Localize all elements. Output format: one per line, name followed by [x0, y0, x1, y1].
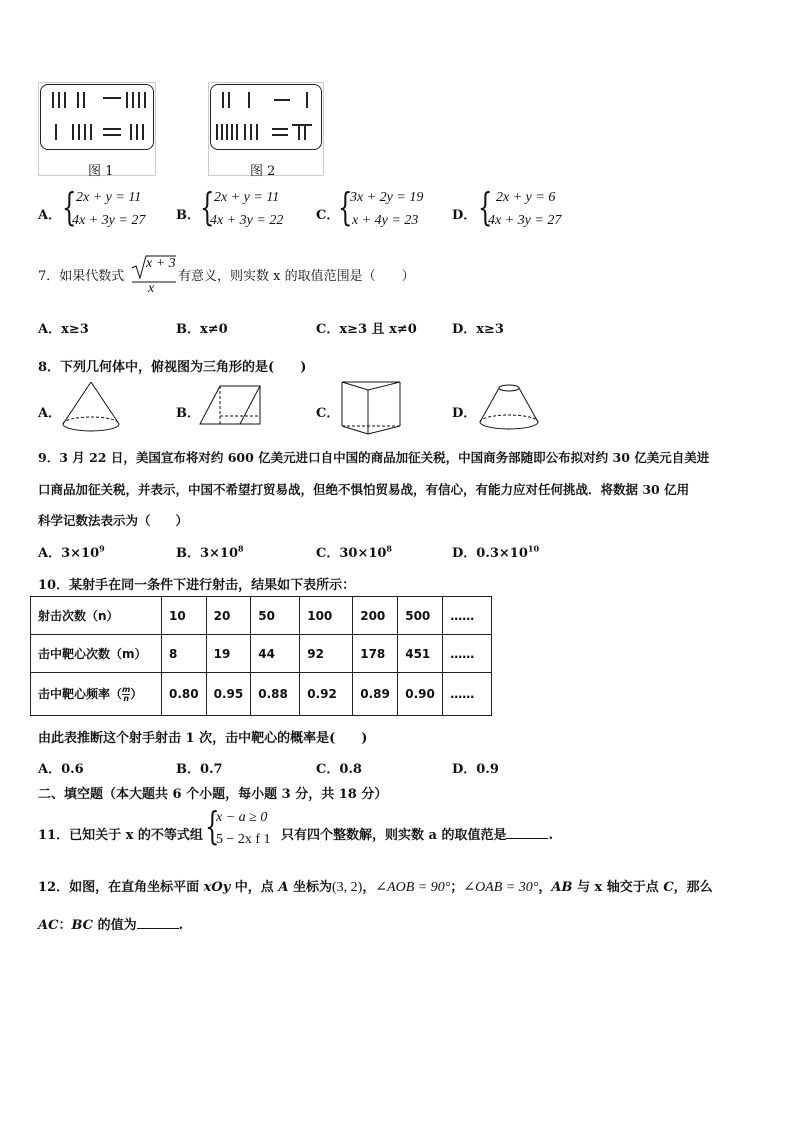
m-over-n-fraction: $\frac{m}{n}$	[122, 685, 131, 703]
q10-stem: 10．某射手在同一条件下进行射击，结果如下表所示：	[38, 578, 356, 593]
q7-option-d: D．x≥3	[452, 322, 504, 337]
table-cell: 0.92	[300, 673, 353, 716]
table-cell: 0.90	[398, 673, 443, 716]
answer-blank	[506, 826, 548, 839]
q7-suffix: 有意义，则实数 x 的取值范围是（ ）	[178, 269, 415, 284]
q8-option-a-label: A．	[38, 406, 62, 421]
table-cell: 178	[353, 635, 398, 673]
q6-option-d-label: D．	[452, 208, 477, 223]
table-cell: 19	[206, 635, 251, 673]
table-cell: ……	[443, 597, 492, 635]
q6-option-c-eq2: x + 4y = 23	[352, 213, 419, 228]
q7-option-a: A．x≥3	[38, 322, 89, 337]
brace-icon: {	[338, 185, 353, 229]
table-row	[31, 635, 492, 673]
q6-option-a-eq2: 4x + 3y = 27	[72, 213, 146, 228]
upright-prism-icon	[338, 376, 404, 438]
frustum-icon	[476, 380, 542, 436]
row-header-hits: 击中靶心次数（m）	[31, 635, 162, 673]
q9-option-c: C．$30\times 10^8$	[316, 543, 392, 561]
q7-option-c: C．x≥3 且 x≠0	[316, 322, 417, 337]
brace-icon: {	[205, 804, 220, 848]
q10-option-d: D．0.9	[452, 762, 499, 777]
table-cell: 50	[251, 597, 300, 635]
q11-ineq-2: 5 − 2x f 1	[216, 832, 271, 847]
brace-icon: {	[200, 185, 215, 229]
q9-line-1: 9．3 月 22 日，美国宣布将对约 600 亿美元进口自中国的商品加征关税，中国商务部随即公布拟对约 30 亿美元自美进	[38, 450, 710, 465]
figure-1-caption: 图 1	[88, 164, 114, 179]
brace-icon: {	[478, 185, 493, 229]
row-header-shots: 射击次数（n）	[31, 597, 162, 635]
table-cell: 200	[353, 597, 398, 635]
q6-option-d-eq1: 2x + y = 6	[496, 190, 556, 205]
table-cell: 8	[162, 635, 207, 673]
q10-follow: 由此表推断这个射手射击 1 次，击中靶心的概率是( )	[38, 731, 368, 746]
q12-line-2: AC：BC 的值为 .	[38, 918, 184, 933]
q11-prefix: 11．已知关于 x 的不等式组	[38, 828, 203, 843]
table-cell: 451	[398, 635, 443, 673]
q11-ineq-1: x − a ≥ 0	[216, 810, 268, 825]
table-cell: 100	[300, 597, 353, 635]
q9-option-a: A．$3\times 10^9$	[38, 543, 105, 561]
q7-denominator: x	[148, 281, 155, 296]
q9-option-b: B．$3\times 10^8$	[176, 543, 244, 561]
q6-option-c-eq1: 3x + 2y = 19	[350, 190, 424, 205]
q6-option-b-eq1: 2x + y = 11	[214, 190, 280, 205]
table-cell: 0.80	[162, 673, 207, 716]
table-cell: 92	[300, 635, 353, 673]
q8-stem: 8．下列几何体中，俯视图为三角形的是( )	[38, 360, 307, 375]
q9-option-d: D．$0.3\times 10^{10}$	[452, 543, 540, 561]
q10-option-c: C．0.8	[316, 762, 362, 777]
q6-option-a-eq1: 2x + y = 11	[76, 190, 142, 205]
row-header-frequency: 击中靶心频率（$\frac{m}{n}$ ）	[31, 673, 162, 716]
table-cell: 0.89	[353, 673, 398, 716]
q6-option-a-label: A．	[38, 208, 62, 223]
section-2-heading: 二、填空题（本大题共 6 个小题，每小题 3 分，共 18 分）	[38, 787, 388, 802]
table-cell: 0.88	[251, 673, 300, 716]
table-cell: 500	[398, 597, 443, 635]
table-cell: 44	[251, 635, 300, 673]
q6-option-b-eq2: 4x + 3y = 22	[210, 213, 284, 228]
q7-option-b: B．x≠0	[176, 322, 228, 337]
q9-line-3: 科学记数法表示为（ ）	[38, 513, 189, 528]
q12-line-1: 12．如图，在直角坐标平面 xOy 中，点 A 坐标为(3, 2)，∠AOB = 90°；∠OAB = 30°，AB 与 x 轴交于点 C，那么	[38, 880, 713, 895]
figure-2-caption: 图 2	[250, 164, 276, 179]
q6-option-b-label: B．	[176, 208, 200, 223]
table-cell: 0.95	[206, 673, 251, 716]
q10-option-a: A．0.6	[38, 762, 84, 777]
q8-option-d-label: D．	[452, 406, 477, 421]
q11-suffix: 只有四个整数解，则实数 a 的取值范是 .	[281, 828, 554, 843]
q8-option-c-label: C．	[316, 406, 340, 421]
q6-option-c-label: C．	[316, 208, 340, 223]
q6-option-d-eq2: 4x + 3y = 27	[488, 213, 562, 228]
q7-prefix: 7．如果代数式	[38, 269, 125, 284]
table-row	[31, 673, 492, 716]
q7-numerator: x + 3	[146, 256, 176, 271]
table-cell: ……	[443, 635, 492, 673]
q9-line-2: 口商品加征关税，并表示，中国不希望打贸易战，但绝不惧怕贸易战，有信心，有能力应对任何挑战．将数据 30 亿用	[38, 482, 690, 497]
cone-icon	[60, 380, 122, 436]
table-row	[31, 597, 492, 635]
q8-option-b-label: B．	[176, 406, 200, 421]
shooting-table	[30, 596, 492, 716]
q10-option-b: B．0.7	[176, 762, 223, 777]
table-cell: 10	[162, 597, 207, 635]
prism-icon	[196, 380, 266, 432]
brace-icon: {	[62, 185, 77, 229]
table-cell: 20	[206, 597, 251, 635]
answer-blank	[137, 916, 179, 929]
table-cell: ……	[443, 673, 492, 716]
